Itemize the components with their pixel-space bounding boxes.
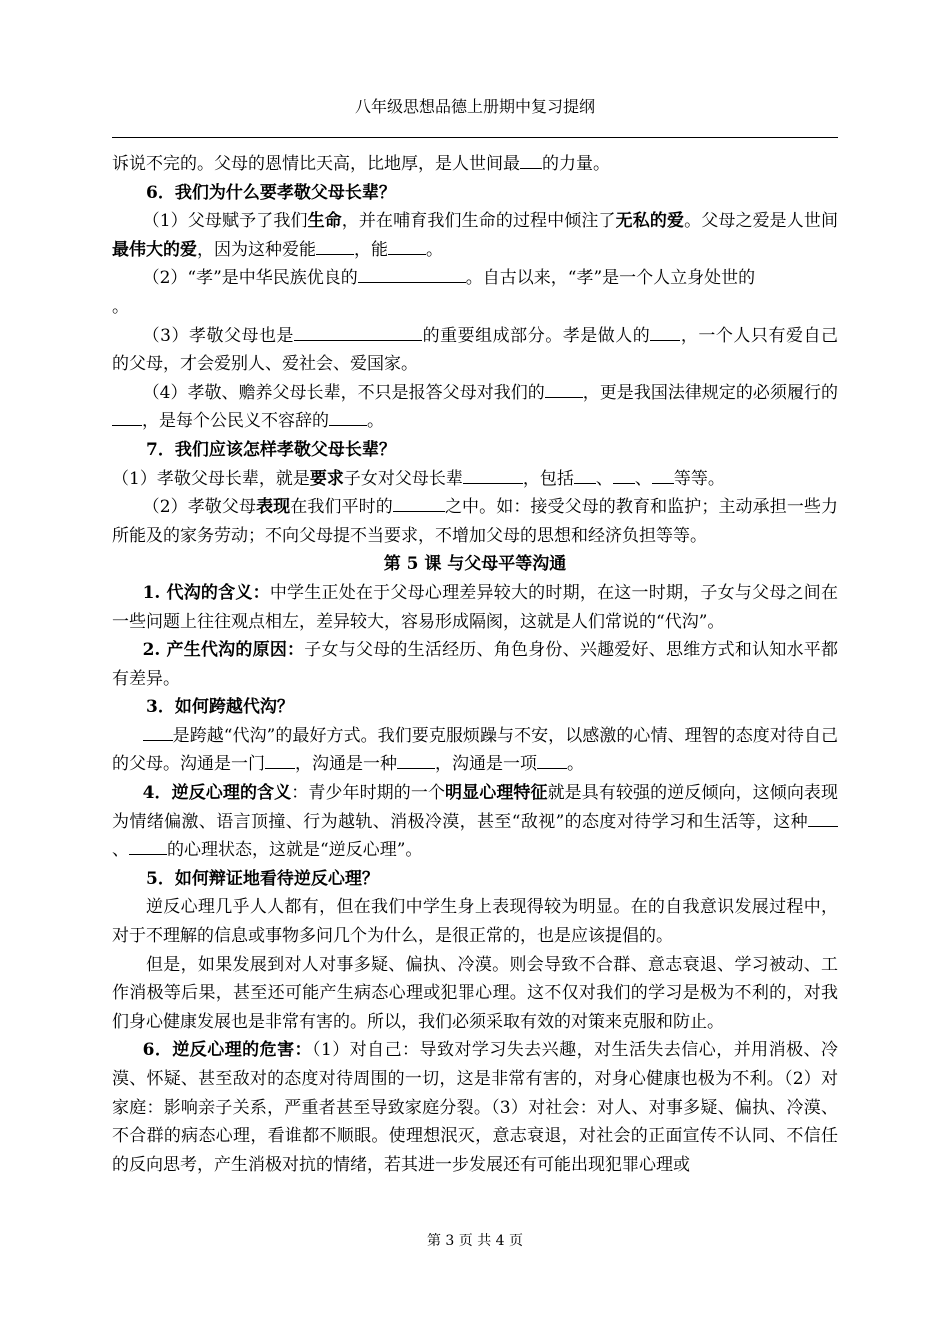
page-number-footer: 第 3 页 共 4 页 — [426, 1233, 524, 1249]
bold-term: 无私的爱 — [615, 211, 685, 232]
text: （4）孝敬、赡养父母长辈，不只是报答父母对我们的 — [142, 382, 545, 403]
blank — [537, 751, 567, 769]
q6-item-4 — [112, 379, 838, 436]
blank — [397, 751, 435, 769]
text: （2）“孝”是中华民族优良的 — [142, 268, 358, 289]
document-body — [112, 150, 838, 1179]
blank — [652, 466, 674, 484]
blank — [294, 323, 422, 341]
text: 等等。 — [673, 468, 725, 489]
text: （3）孝敬父母也是 — [142, 325, 295, 346]
bold-term: 生命 — [307, 211, 342, 232]
lesson5-point-3-text — [112, 722, 838, 779]
text: 子女与父母的生活经历、角色身份、兴趣爱好、思维方式和认知水平都有差异。 — [112, 640, 838, 689]
blank — [316, 237, 354, 255]
text: 、 — [595, 468, 613, 489]
text: ，并在哺育我们生命的过程中倾注了 — [341, 211, 616, 232]
text: 的心理状态，这就是“逆反心理”。 — [167, 840, 423, 861]
blank — [545, 380, 583, 398]
blank — [265, 751, 295, 769]
lesson5-point-3-heading: 3．如何跨越代沟？ — [146, 697, 294, 718]
text: 。 — [367, 411, 384, 432]
lesson5-point-1 — [112, 579, 838, 636]
blank — [520, 151, 542, 169]
question-6-heading: 6．我们为什么要孝敬父母长辈？ — [146, 182, 396, 203]
blank — [358, 265, 466, 283]
text: （2）孝敬父母 — [142, 497, 257, 518]
text: 的重要组成部分。孝是做人的 — [422, 325, 651, 346]
text: 中学生正处在于父母心理差异较大的时期，在这一时期，子女与父母之间在一些问题上往往观点相左，差异较大，容易形成隔阂，这就是人们常说的“代沟”。 — [112, 582, 838, 632]
blank — [463, 466, 523, 484]
text: ，能 — [354, 239, 388, 260]
q6-item-3 — [112, 322, 838, 379]
text: 诉说不完的。父母的恩情比天高，比地厚，是人世间最 — [112, 154, 520, 174]
bold-term: 要求 — [309, 468, 344, 489]
text: 之中。如：接受父母的教育和监护；主动承担一些力所能及的家务劳动；不向父母提不当要求，不增加父母的思想和经济负担等等。 — [112, 497, 839, 546]
bold-term: 6．逆反心理的危害： — [142, 1040, 312, 1061]
q7-item-1 — [112, 465, 838, 494]
blank — [650, 323, 680, 341]
text: 子女对父母长辈 — [343, 468, 463, 489]
text: ，包括 — [522, 468, 574, 489]
text: ，沟通是一种 — [295, 754, 397, 775]
lesson-5-title: 第 5 课 与父母平等沟通 — [383, 554, 567, 575]
text: ，是每个公民义不容辞的 — [142, 411, 329, 432]
text: （1）父母赋予了我们 — [142, 211, 308, 232]
blank — [393, 494, 445, 512]
lesson5-point-2 — [112, 636, 838, 693]
blank — [329, 408, 367, 426]
lesson5-point-5-para-2: 但是，如果发展到对人对事多疑、偏执、冷漠。则会导致不合群、意志衰退、学习被动、工作消极等后果，甚至还可能产生病态心理或犯罪心理。这不仅对我们的学习是极为不利的，对我们身心健康发展也是非常有害的。所以，我们必须采取有效的对策来克服和防止。 — [112, 954, 838, 1032]
blank — [112, 408, 142, 426]
q6-item-2 — [112, 264, 838, 321]
text: 就是具有较强的逆反倾向，这倾向表现为情绪偏激、语言顶撞、行为越轨、消极冷漠，甚至“敌视”的态度对待学习和生活等，这种 — [112, 783, 839, 832]
text: 、 — [634, 468, 652, 489]
text: 。父母之爱是人世间 — [684, 211, 839, 232]
bold-term: 表现 — [256, 497, 291, 518]
text: ，一个人只有爱自己的父母，才会爱别人、爱社会、爱国家。 — [112, 325, 839, 375]
lesson5-point-5-para-1: 逆反心理几乎人人都有，但在我们中学生身上表现得较为明显。在的自我意识发展过程中，对于不理解的信息或事物多问几个为什么，是很正常的，也是应该提倡的。 — [112, 897, 838, 947]
bold-term: 最伟大的爱 — [112, 239, 197, 260]
text: 、 — [112, 840, 129, 861]
text: 。 — [426, 239, 443, 260]
text: ，沟通是一项 — [435, 754, 537, 775]
text: ，因为这种爱能 — [197, 239, 316, 260]
lesson5-point-4 — [112, 779, 838, 865]
text: 。 — [112, 296, 129, 317]
text: ：青少年时期的一个 — [291, 783, 446, 804]
blank — [129, 837, 167, 855]
blank — [574, 466, 596, 484]
text: （1）孝敬父母长辈，就是 — [112, 468, 310, 489]
lesson5-point-6 — [112, 1036, 838, 1179]
text: ，更是我国法律规定的必须履行的 — [582, 382, 838, 403]
question-7-heading: 7．我们应该怎样孝敬父母长辈？ — [146, 439, 396, 460]
lesson5-point-5-heading: 5．如何辩证地看待逆反心理？ — [146, 868, 379, 889]
text: 。 — [567, 754, 584, 775]
blank — [613, 466, 635, 484]
blank — [808, 809, 838, 827]
text: （1）对自己：导致对学习失去兴趣，对生活失去信心，并用消极、冷漠、怀疑、甚至敌对的态度对待周围的一切，这是非常有害的，对身心健康也极为不利。（2）对家庭：影响亲子关系，严重者甚至导致家庭分裂。（3）对社会：对人、对事多疑、偏执、冷漠、不合群的病态心理，看谁都不顺眼。使理想泯灭，意志衰退，对社会的正面宣传不认同、不信任的反向思考，产生消极对抗的情绪，若其进一步发展还有可能出现犯罪心理或 — [112, 1040, 838, 1175]
paragraph-continuation — [112, 150, 838, 179]
text: 。自古以来，“孝”是一个人立身处世的 — [465, 268, 756, 289]
page-header-title: 八年级思想品德上册期中复习提纲 — [354, 97, 595, 116]
q7-item-2 — [112, 493, 838, 550]
blank — [143, 723, 173, 741]
blank — [388, 237, 426, 255]
bold-term: 1. 代沟的含义： — [142, 582, 270, 603]
text: 在我们平时的 — [290, 497, 393, 518]
text: 的力量。 — [542, 154, 610, 174]
q6-item-1 — [112, 207, 838, 264]
header-rule — [112, 137, 838, 138]
bold-term: 4．逆反心理的含义 — [142, 783, 292, 804]
bold-term: 2. 产生代沟的原因： — [142, 640, 305, 661]
text: 是跨越“代沟”的最好方式。我们要克服烦躁与不安，以感激的心情、理智的态度对待自己的父母。沟通是一门 — [112, 725, 838, 775]
bold-term: 明显心理特征 — [445, 783, 548, 804]
